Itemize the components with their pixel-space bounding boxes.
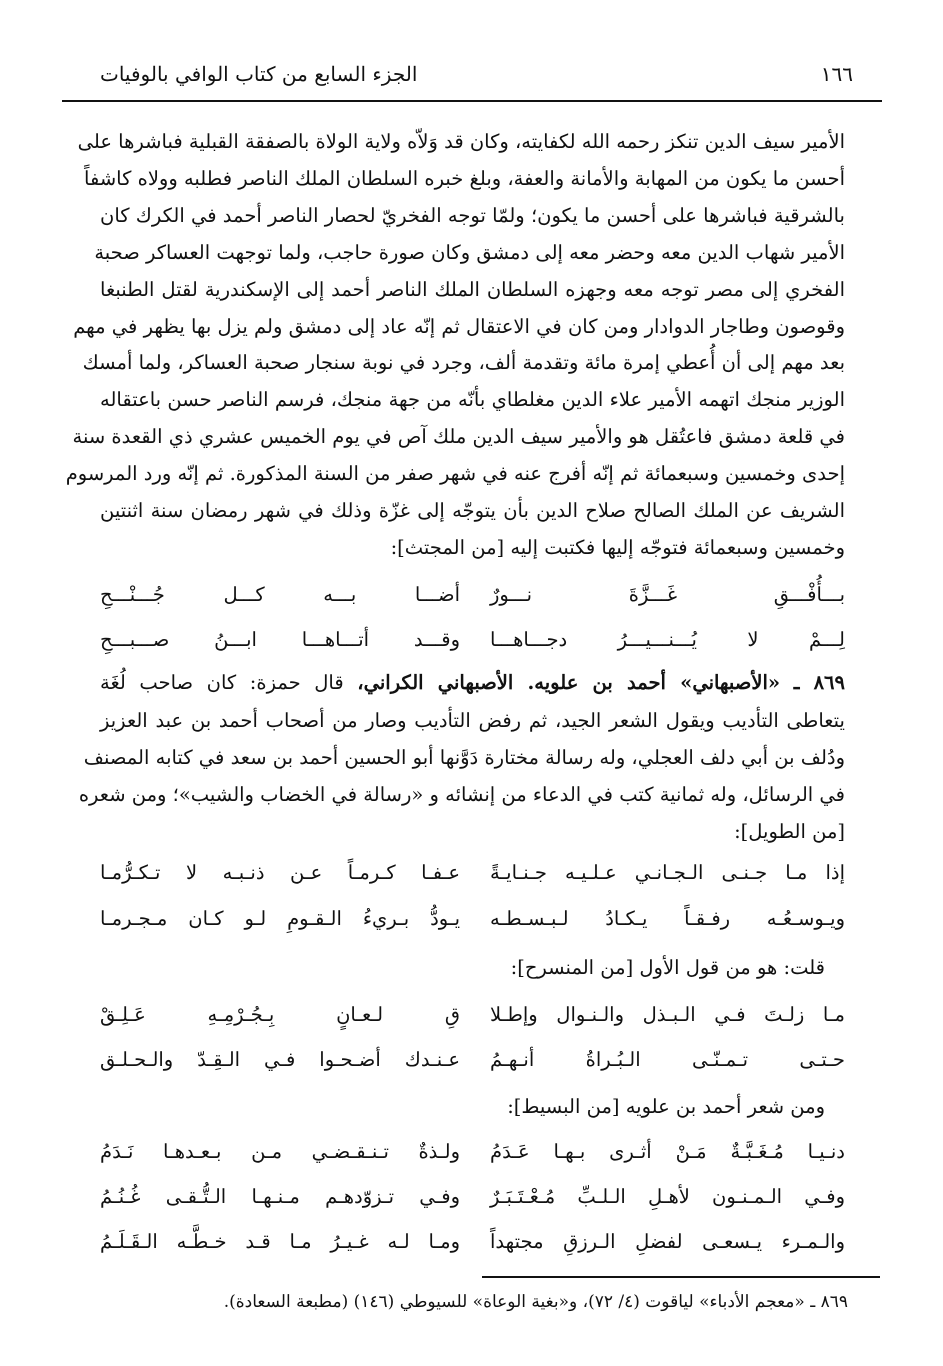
text-line: [من الطويل]: [734,820,845,843]
verse-hemistich: ولـذةٌ تـنـقـضـي مـن بـعـدهـا نَـدَمُ [100,1140,460,1163]
text-line: أحسن ما يكون من المهابة والأمانة والعفة، وبلغ خبره السلطان الملك الناصر فطلبه وولاه كاشفاً [84,167,845,190]
verse-hemistich: والـمـرء يـسعـى لفضلِ الـرزقِ مجتهداً [490,1230,845,1253]
verse-hemistich: يـودُّ بـريءُ الـقـومِ لـو كـان مـجـرمـا [100,907,460,930]
text-line: الأمير سيف الدين تنكز رحمه الله لكفايته، وكان قد وَلاّه ولاية الولاة بالصفقة القبلية فباشرها على [77,130,845,153]
text-line: الوزير منجك اتهمه الأمير علاء الدين مغلطاي بأنّه من جهة منجك، فرسم الناصر حسن باعتقاله [100,388,845,411]
text-line: الأمير شهاب الدين معه وحضر معه إلى دمشق وكان صورة حاجب، ولما توجهت العساكر صحبة [94,241,845,264]
text-line: وقوصون وطاجار الدوادار ومن كان في الاعتقال ثم إنّه عاد إلى دمشق ولم يزل بها يظهر في مهم [73,315,845,338]
entry-number: ٨٦٩ ـ [793,671,845,694]
text-line: يتعاطى التأديب ويقول الشعر الجيد، ثم رفض التأديب وصار من أصحاب أحمد بن عبد العزيز [100,709,845,732]
text-line: في قلعة دمشق فاعتُقل هو والأمير سيف الدين ملك آص في يوم الخميس عشري ذي القعدة سنة [72,425,845,448]
text-line: الشريف عن الملك الصالح صلاح الدين بأن يتوجّه إلى غزّة وذلك في شهر رمضان سنة اثنتين [100,499,845,522]
entry-title: «الأصبهاني» أحمد بن علويه. الأصبهاني الكراني، [357,671,781,694]
verse-hemistich: وفـي الـمـنـون لأهـلِ الـلـبِّ مُـعْـتَـبَـرٌ [490,1185,845,1208]
verse-hemistich: إذا مـا جـنـى الـجـانـي عـلـيـه جـنـايـةً [490,861,845,884]
text-line: بالشرقية فباشرها على أحسن ما يكون؛ ولمّا توجه الفخريّ لحصار الناصر أحمد في الكرك كان [100,204,845,227]
verse-hemistich: عـفـا كـرمـاً عـن ذنـبـه لا تـكـرُّمـا [100,861,460,884]
page-number: ١٦٦ [820,62,853,86]
text-line: في الرسائل، وله ثمانية كتب في الدعاء من إنشائه و «رسالة في الخضاب والشيب»؛ ومن شعره [78,783,845,806]
verse-hemistich: لِـــمْ لا يُـــنـــيـــرُ دجـــاهـــا [490,628,845,651]
text-line: إحدى وخمسين وسبعمائة ثم إنّه أفرج عنه في شهر صفر من السنة المذكورة. ثم إنّه ورد المرسوم [65,462,845,485]
verse-hemistich: عـنـدك أضـحـوا فـي الـقِـدّ والـحـلـق [100,1048,460,1071]
verse-hemistich: دنـيـا مُـغَـبَّـةٌ مَـنْ أثـرى بـهـا عَـدَمُ [490,1140,845,1163]
verse-hemistich: أضـــا بـــه كـــل جُـــنْـــحِ [100,583,460,606]
entry-text: قال حمزة: كان صاحب لُغَة [100,671,344,694]
verse-hemistich: مـا زلـتَ فـي الـبـذل والـنـوال وإطـلا [490,1003,845,1026]
verse-hemistich: قِ لـعـانٍ بِـجُـرْمِـهِ عَـلِـقْ [100,1003,460,1026]
verse-hemistich: وفـي تـزوّدهـم مـنـهـا الـتُّـقـى غُـنُـمُ [100,1185,460,1208]
text-line: ودُلف بن أبي دلف العجلي، وله رسالة مختارة دَوَّنها أبو الحسين أحمد بن سعد في كتابه المصنف [83,746,845,769]
intro-line: ومن شعر أحمد بن علويه [من البسيط]: [507,1095,825,1118]
verse-hemistich: ويـوسـعُـه رفـقـاً يـكـادُ لـبـسـطـه [490,907,845,930]
note-line: قلت: هو من قول الأول [من المنسرح]: [510,956,825,979]
header-rule [62,100,882,102]
text-line: بعد مهم إلى أن أُعطي إمرة مائة وتقدمة ألف، وجرد في نوبة سنجار صحبة العساكر، ولما أمسك [82,351,845,374]
text-line: وخمسين وسبعمائة فتوجّه إليها فكتبت إليه [من المجتث]: [390,536,845,559]
running-title: الجزء السابع من كتاب الوافي بالوفيات [100,62,418,86]
footnote-rule [482,1276,880,1278]
verse-hemistich: بـــأُفْـــقِ غَـــزَّةَ نـــورٌ [490,583,845,606]
verse-hemistich: ومـا لـه غـيـرُ مـا قـد خـطَّـه الـقَـلَـمُ [100,1230,460,1253]
text-line: الفخري إلى مصر توجه معه وجهزه السلطان الملك الناصر أحمد إلى الإسكندرية لقتل الطنبغا [100,278,845,301]
footnote: ٨٦٩ ـ «معجم الأدباء» لياقوت (٤/ ٧٢)، و«بغية الوعاة» للسيوطي (١٤٦) (مطبعة السعادة). [223,1292,848,1312]
verse-hemistich: حـتـى تـمـنّـى الـبُـراةُ أنـهـمُ [490,1048,845,1071]
verse-hemistich: وقـــد أتـــاهـــا ابـــنُ صـــبـــحِ [100,628,460,651]
